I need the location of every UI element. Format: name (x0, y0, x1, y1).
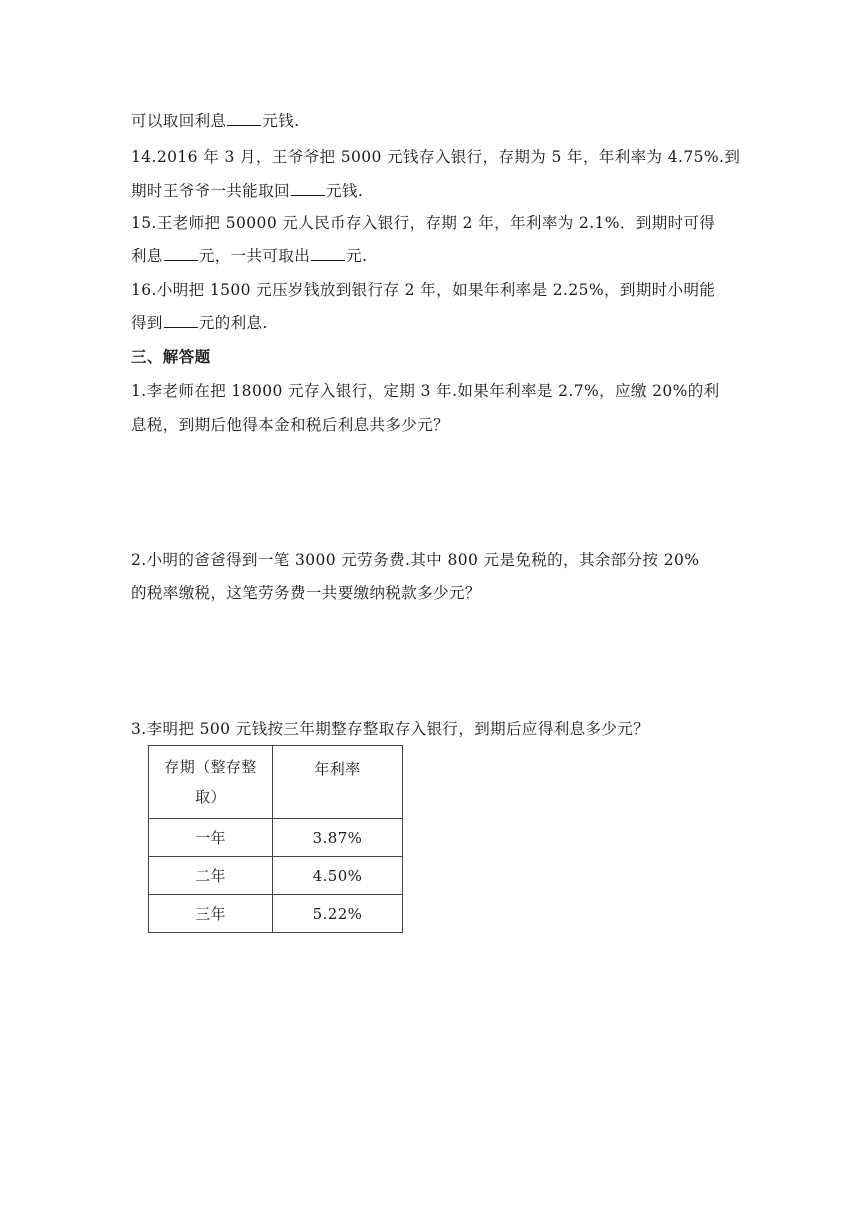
table-row (149, 819, 403, 857)
q14-line2 (131, 181, 363, 201)
term-cell: 三年 (149, 895, 273, 933)
table-row (149, 895, 403, 933)
rate-cell: 4.50% (273, 857, 403, 895)
q13-continuation (131, 111, 300, 131)
q16-text-a: 得到 (131, 314, 163, 332)
interest-rate-table (148, 745, 403, 933)
header-term-cell (149, 746, 273, 819)
problem2-line2: 的税率缴税，这笔劳务费一共要缴纳税款多少元？ (131, 584, 481, 602)
q13-text-a: 可以取回利息 (131, 112, 227, 130)
q13-text-b: 元钱. (262, 112, 300, 130)
q14-text-a: 期时王爷爷一共能取回 (131, 182, 291, 200)
q16-line1: 16.小明把 1500 元压岁钱放到银行存 2 年，如果年利率是 2.25%，到期时小明能 (131, 281, 716, 299)
q15-line1: 15.王老师把 50000 元人民币存入银行，存期 2 年，年利率为 2.1%．到期时可得 (131, 214, 716, 232)
q16-line2 (131, 313, 268, 333)
header-term-line2: 取） (195, 788, 226, 806)
q14-line1: 14.2016 年 3 月，王爷爷把 5000 元钱存入银行，存期为 5 年，年利率为 4.75%.到 (131, 148, 741, 166)
answer-blank[interactable] (227, 111, 261, 126)
answer-blank[interactable] (164, 313, 198, 328)
problem1-line2: 息税，到期后他得本金和税后利息共多少元？ (131, 416, 450, 434)
section-heading: 三、解答题 (131, 348, 211, 366)
table-header-row (149, 746, 403, 819)
answer-blank[interactable] (164, 246, 198, 261)
problem1-line1: 1.李老师在把 18000 元存入银行，定期 3 年.如果年利率是 2.7%，应缴 20%的利 (131, 382, 720, 400)
q15-line2 (131, 246, 367, 266)
term-cell: 一年 (149, 819, 273, 857)
table-row (149, 857, 403, 895)
rate-cell: 5.22% (273, 895, 403, 933)
rate-cell: 3.87% (273, 819, 403, 857)
answer-blank[interactable] (291, 181, 325, 196)
answer-blank[interactable] (311, 246, 345, 261)
q15-text-b: 元，一共可取出 (198, 247, 311, 265)
q16-text-b: 元的利息. (198, 314, 268, 332)
term-cell: 二年 (149, 857, 273, 895)
q15-text-a: 利息 (131, 247, 163, 265)
header-term-line1: 存期（整存整 (164, 758, 257, 776)
q14-text-b: 元钱. (326, 182, 364, 200)
problem2-line1: 2.小明的爸爸得到一笔 3000 元劳务费.其中 800 元是免税的，其余部分按 20% (131, 551, 700, 569)
header-rate-cell: 年利率 (273, 746, 403, 819)
problem3-line1: 3.李明把 500 元钱按三年期整存整取存入银行，到期后应得利息多少元？ (131, 720, 650, 738)
q15-text-c: 元. (346, 247, 368, 265)
